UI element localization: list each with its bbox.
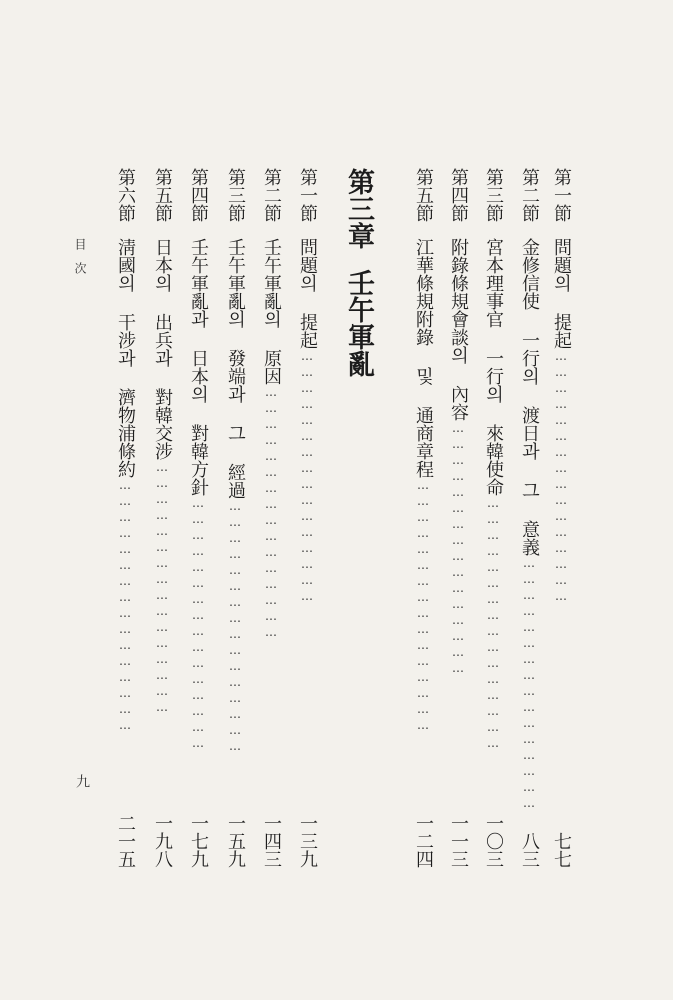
section-number: 第一節 (297, 168, 318, 222)
section-title: 淸國의 干涉과 濟物浦條約 (115, 238, 136, 478)
section-title: 江華條規附錄 및 通商章程 (413, 238, 434, 478)
section-title: 壬午軍亂과 日本의 對韓方針 (188, 238, 209, 496)
page-number: 一三九 (297, 814, 318, 868)
toc-entry (408, 168, 438, 868)
section-title: 宮本理事官 一行의 來韓使命 (483, 238, 504, 496)
page-number: 一〇三 (483, 814, 504, 868)
folio-page-number: 九 (74, 774, 90, 788)
dot-leader: ………………………………………… (118, 478, 132, 734)
chapter-title: 壬午軍亂 (343, 269, 374, 377)
section-number: 第六節 (115, 168, 136, 222)
section-number: 第五節 (413, 168, 434, 222)
dot-leader: ………………………………………… (155, 460, 169, 716)
section-number: 第四節 (188, 168, 209, 222)
section-title: 日本의 出兵과 對韓交涉 (152, 238, 173, 460)
chapter-number: 第三章 (343, 168, 374, 249)
toc-entry (183, 168, 213, 868)
dot-leader: ………………………………………… (451, 421, 465, 677)
page-number: 一七九 (188, 814, 209, 868)
page-number: 八三 (519, 832, 540, 868)
toc-entry (147, 168, 177, 868)
section-title: 壬午軍亂의 原因 (261, 238, 282, 385)
page-number: 一九八 (152, 814, 173, 868)
toc-entry (443, 168, 473, 868)
dot-leader: ………………………………………… (522, 556, 536, 812)
dot-leader: ………………………………………… (554, 349, 568, 605)
section-number: 第二節 (519, 168, 540, 222)
toc-entry (220, 168, 250, 868)
toc-entry (292, 168, 322, 868)
dot-leader: ………………………………………… (300, 349, 314, 605)
section-number: 第四節 (448, 168, 469, 222)
section-title: 問題의 提起 (551, 238, 572, 349)
section-title: 附錄條規會談의 內容 (448, 238, 469, 421)
dot-leader: ………………………………………… (264, 385, 278, 641)
toc-entry (256, 168, 286, 868)
section-number: 第一節 (551, 168, 572, 222)
dot-leader: ………………………………………… (191, 496, 205, 752)
page-number: 七七 (551, 832, 572, 868)
section-number: 第五節 (152, 168, 173, 222)
section-title: 金修信使 一行의 渡日과 그 意義 (519, 238, 540, 556)
toc-entry (546, 168, 576, 868)
dot-leader: ………………………………………… (486, 496, 500, 752)
toc-entry (478, 168, 508, 868)
chapter-heading (338, 168, 378, 438)
toc-entry (110, 168, 140, 868)
toc-entry (514, 168, 544, 868)
section-number: 第三節 (483, 168, 504, 222)
section-number: 第三節 (225, 168, 246, 222)
dot-leader: ………………………………………… (416, 478, 430, 734)
section-number: 第二節 (261, 168, 282, 222)
page-number: 一四三 (261, 814, 282, 868)
page-number: 二一五 (115, 814, 136, 868)
running-header: 目次 (73, 238, 87, 286)
page-number: 一二四 (413, 814, 434, 868)
page-number: 一一三 (448, 814, 469, 868)
section-title: 壬午軍亂의 發端과 그 經過 (225, 238, 246, 499)
dot-leader: ………………………………………… (228, 499, 242, 755)
page-number: 一五九 (225, 814, 246, 868)
section-title: 問題의 提起 (297, 238, 318, 349)
